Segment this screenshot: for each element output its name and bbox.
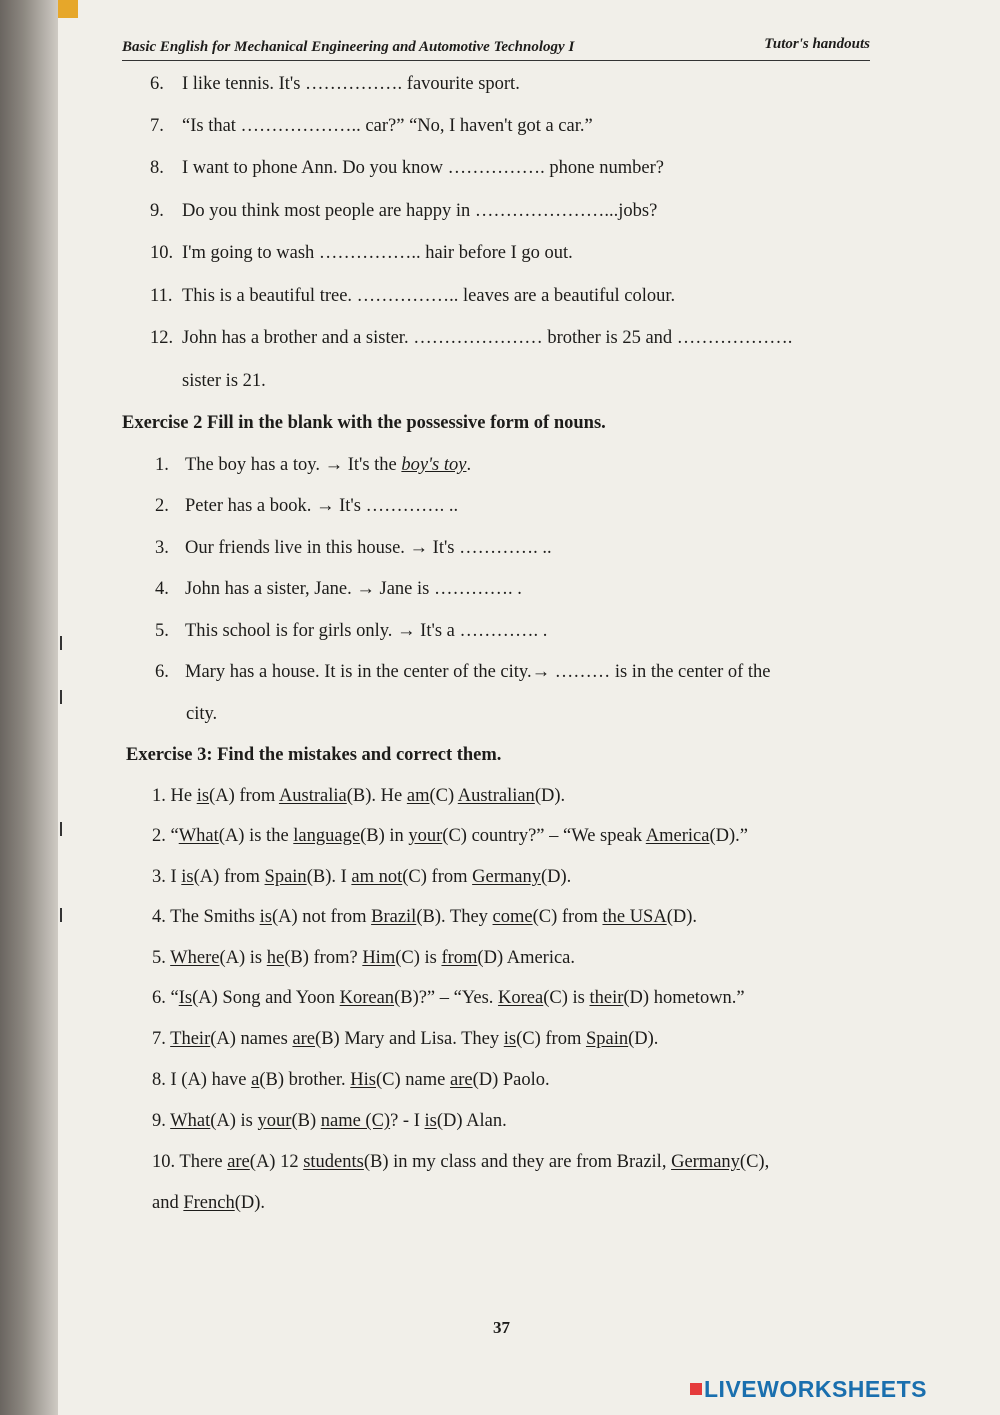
list-item: 3. Our friends live in this house. → It's …………. .. xyxy=(155,538,552,558)
list-item: 11. This is a beautiful tree. …………….. leaves are a beautiful colour. xyxy=(150,286,676,306)
list-item: 2. Peter has a book. → It's …………. .. xyxy=(155,496,459,516)
header-title: Basic English for Mechanical Engineering and Automotive Technology I xyxy=(122,39,575,55)
list-item: 10. I'm going to wash …………….. hair before I go out. xyxy=(150,243,573,263)
margin-mark xyxy=(60,690,68,704)
logo-icon xyxy=(690,1383,702,1395)
scan-edge-shadow xyxy=(0,0,58,1415)
list-item: 8. I (A) have a(B) brother. His(C) name are(D) Paolo. xyxy=(152,1070,550,1090)
list-item-continuation: sister is 21. xyxy=(182,371,266,391)
list-item: 7. Their(A) names are(B) Mary and Lisa. They is(C) from Spain(D). xyxy=(152,1029,659,1049)
exercise-2-title: Exercise 2 Fill in the blank with the possessive form of nouns. xyxy=(122,413,606,433)
header-right: Tutor's handouts xyxy=(764,36,870,52)
example-answer: boy's toy xyxy=(401,455,467,475)
margin-mark xyxy=(60,908,68,922)
scan-corner-mark xyxy=(58,0,78,18)
list-item: 6. Mary has a house. It is in the center of the city.→ ……… is in the center of the xyxy=(155,662,771,682)
list-item: 8. I want to phone Ann. Do you know ……………. phone number? xyxy=(150,158,664,178)
list-item: 5. This school is for girls only. → It's a …………. . xyxy=(155,621,548,641)
list-item: 2. “What(A) is the language(B) in your(C) country?” – “We speak America(D).” xyxy=(152,826,748,846)
list-item: 1. The boy has a toy. → It's the boy's toy. xyxy=(155,455,472,475)
list-item: 6. “Is(A) Song and Yoon Korean(B)?” – “Yes. Korea(C) is their(D) hometown.” xyxy=(152,988,745,1008)
list-item: 1. He is(A) from Australia(B). He am(C) Australian(D). xyxy=(152,786,566,806)
list-item: 7. “Is that ……………….. car?” “No, I haven't got a car.” xyxy=(150,116,593,136)
list-item: 9. Do you think most people are happy in …………………...jobs? xyxy=(150,201,658,221)
exercise-3-title: Exercise 3: Find the mistakes and correct them. xyxy=(126,745,502,765)
list-item: 5. Where(A) is he(B) from? Him(C) is from(D) America. xyxy=(152,948,576,968)
page-number: 37 xyxy=(493,1318,510,1337)
list-item-continuation: and French(D). xyxy=(152,1193,266,1213)
list-item: 10. There are(A) 12 students(B) in my class and they are from Brazil, Germany(C), xyxy=(152,1152,770,1172)
margin-mark xyxy=(60,822,68,836)
list-item: 3. I is(A) from Spain(B). I am not(C) from Germany(D). xyxy=(152,867,572,887)
list-item: 4. The Smiths is(A) not from Brazil(B). They come(C) from the USA(D). xyxy=(152,907,698,927)
list-item-continuation: city. xyxy=(186,704,218,724)
list-item: 6. I like tennis. It's ……………. favourite sport. xyxy=(150,74,520,94)
list-item: 4. John has a sister, Jane. → Jane is …………. . xyxy=(155,579,522,599)
page-header xyxy=(122,34,870,61)
margin-mark xyxy=(60,636,68,650)
list-item: 12. John has a brother and a sister. ………………… brother is 25 and ………………. xyxy=(150,328,793,348)
list-item: 9. What(A) is your(B) name (C)? - I is(D) Alan. xyxy=(152,1111,507,1131)
watermark: LIVEWORKSHEETS xyxy=(690,1376,927,1403)
